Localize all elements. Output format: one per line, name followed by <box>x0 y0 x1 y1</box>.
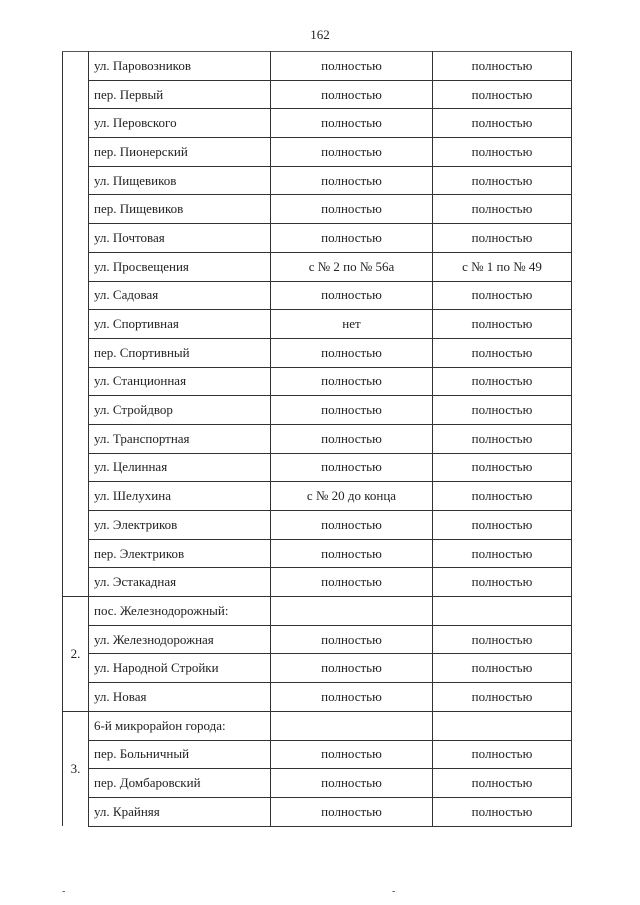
odd-side-value: полностью <box>433 769 572 798</box>
even-side-value: полностью <box>271 80 433 109</box>
odd-side-value: полностью <box>433 396 572 425</box>
street-name: ул. Электриков <box>89 511 271 540</box>
even-side-value: полностью <box>271 539 433 568</box>
odd-side-value: полностью <box>433 138 572 167</box>
street-name: пер. Домбаровский <box>89 769 271 798</box>
section-title: пос. Железнодорожный: <box>89 597 271 626</box>
street-name: ул. Крайняя <box>89 797 271 826</box>
odd-side-value: полностью <box>433 683 572 712</box>
even-side-value: полностью <box>271 166 433 195</box>
street-name: ул. Паровозников <box>89 52 271 81</box>
odd-side-value: с № 1 по № 49 <box>433 252 572 281</box>
even-side-value: полностью <box>271 138 433 167</box>
even-side-value: полностью <box>271 195 433 224</box>
street-name: ул. Транспортная <box>89 424 271 453</box>
table-row <box>63 52 572 81</box>
table-row <box>63 166 572 195</box>
table-row <box>63 109 572 138</box>
even-side-value: полностью <box>271 625 433 654</box>
table-row <box>63 482 572 511</box>
table-row <box>63 252 572 281</box>
streets-table <box>62 51 572 827</box>
table-row <box>63 281 572 310</box>
odd-side-value: полностью <box>433 166 572 195</box>
odd-side-value: полностью <box>433 453 572 482</box>
bottom-mark-right: - <box>392 886 396 897</box>
street-name: ул. Спортивная <box>89 310 271 339</box>
table-row <box>63 224 572 253</box>
table-row <box>63 769 572 798</box>
even-side-value: полностью <box>271 568 433 597</box>
section-header-row <box>63 711 572 740</box>
odd-side-value: полностью <box>433 625 572 654</box>
odd-side-value: полностью <box>433 80 572 109</box>
even-side-value: нет <box>271 310 433 339</box>
even-side-value: с № 2 по № 56а <box>271 252 433 281</box>
odd-side-value: полностью <box>433 224 572 253</box>
odd-side-value: полностью <box>433 511 572 540</box>
even-side-value: полностью <box>271 52 433 81</box>
table-row <box>63 568 572 597</box>
empty-cell <box>271 597 433 626</box>
even-side-value: полностью <box>271 683 433 712</box>
table-row <box>63 195 572 224</box>
odd-side-value: полностью <box>433 797 572 826</box>
street-name: пер. Пищевиков <box>89 195 271 224</box>
street-name: ул. Эстакадная <box>89 568 271 597</box>
even-side-value: полностью <box>271 740 433 769</box>
section-number <box>63 52 89 597</box>
table-row <box>63 625 572 654</box>
odd-side-value: полностью <box>433 338 572 367</box>
odd-side-value: полностью <box>433 310 572 339</box>
street-name: ул. Садовая <box>89 281 271 310</box>
table-row <box>63 797 572 826</box>
odd-side-value: полностью <box>433 740 572 769</box>
odd-side-value: полностью <box>433 367 572 396</box>
street-name: ул. Станционная <box>89 367 271 396</box>
even-side-value: полностью <box>271 338 433 367</box>
table-row <box>63 654 572 683</box>
odd-side-value: полностью <box>433 539 572 568</box>
even-side-value: полностью <box>271 453 433 482</box>
street-name: пер. Спортивный <box>89 338 271 367</box>
street-name: пер. Больничный <box>89 740 271 769</box>
table-row <box>63 338 572 367</box>
street-name: ул. Шелухина <box>89 482 271 511</box>
even-side-value: полностью <box>271 654 433 683</box>
street-name: ул. Стройдвор <box>89 396 271 425</box>
section-number: 3. <box>63 711 89 826</box>
table-row <box>63 80 572 109</box>
even-side-value: полностью <box>271 769 433 798</box>
odd-side-value: полностью <box>433 654 572 683</box>
even-side-value: полностью <box>271 396 433 425</box>
odd-side-value: полностью <box>433 109 572 138</box>
table-row <box>63 396 572 425</box>
odd-side-value: полностью <box>433 482 572 511</box>
even-side-value: полностью <box>271 281 433 310</box>
even-side-value: полностью <box>271 797 433 826</box>
street-name: пер. Первый <box>89 80 271 109</box>
even-side-value: полностью <box>271 511 433 540</box>
even-side-value: с № 20 до конца <box>271 482 433 511</box>
table-row <box>63 367 572 396</box>
table-row <box>63 740 572 769</box>
section-number: 2. <box>63 597 89 712</box>
empty-cell <box>433 597 572 626</box>
street-name: ул. Просвещения <box>89 252 271 281</box>
street-name: ул. Народной Стройки <box>89 654 271 683</box>
section-header-row <box>63 597 572 626</box>
street-name: ул. Пищевиков <box>89 166 271 195</box>
section-title: 6-й микрорайон города: <box>89 711 271 740</box>
even-side-value: полностью <box>271 367 433 396</box>
page-number: 162 <box>310 27 330 42</box>
street-name: ул. Новая <box>89 683 271 712</box>
streets-table-body <box>63 52 572 827</box>
odd-side-value: полностью <box>433 195 572 224</box>
odd-side-value: полностью <box>433 424 572 453</box>
odd-side-value: полностью <box>433 568 572 597</box>
even-side-value: полностью <box>271 224 433 253</box>
street-name: ул. Целинная <box>89 453 271 482</box>
table-row <box>63 310 572 339</box>
bottom-mark-left: - <box>62 886 66 897</box>
table-row <box>63 511 572 540</box>
even-side-value: полностью <box>271 424 433 453</box>
empty-cell <box>433 711 572 740</box>
odd-side-value: полностью <box>433 281 572 310</box>
street-name: ул. Железнодорожная <box>89 625 271 654</box>
table-row <box>63 453 572 482</box>
table-row <box>63 683 572 712</box>
empty-cell <box>271 711 433 740</box>
street-name: ул. Почтовая <box>89 224 271 253</box>
street-name: пер. Пионерский <box>89 138 271 167</box>
even-side-value: полностью <box>271 109 433 138</box>
table-row <box>63 424 572 453</box>
table-row <box>63 539 572 568</box>
street-name: пер. Электриков <box>89 539 271 568</box>
odd-side-value: полностью <box>433 52 572 81</box>
table-row <box>63 138 572 167</box>
street-name: ул. Перовского <box>89 109 271 138</box>
